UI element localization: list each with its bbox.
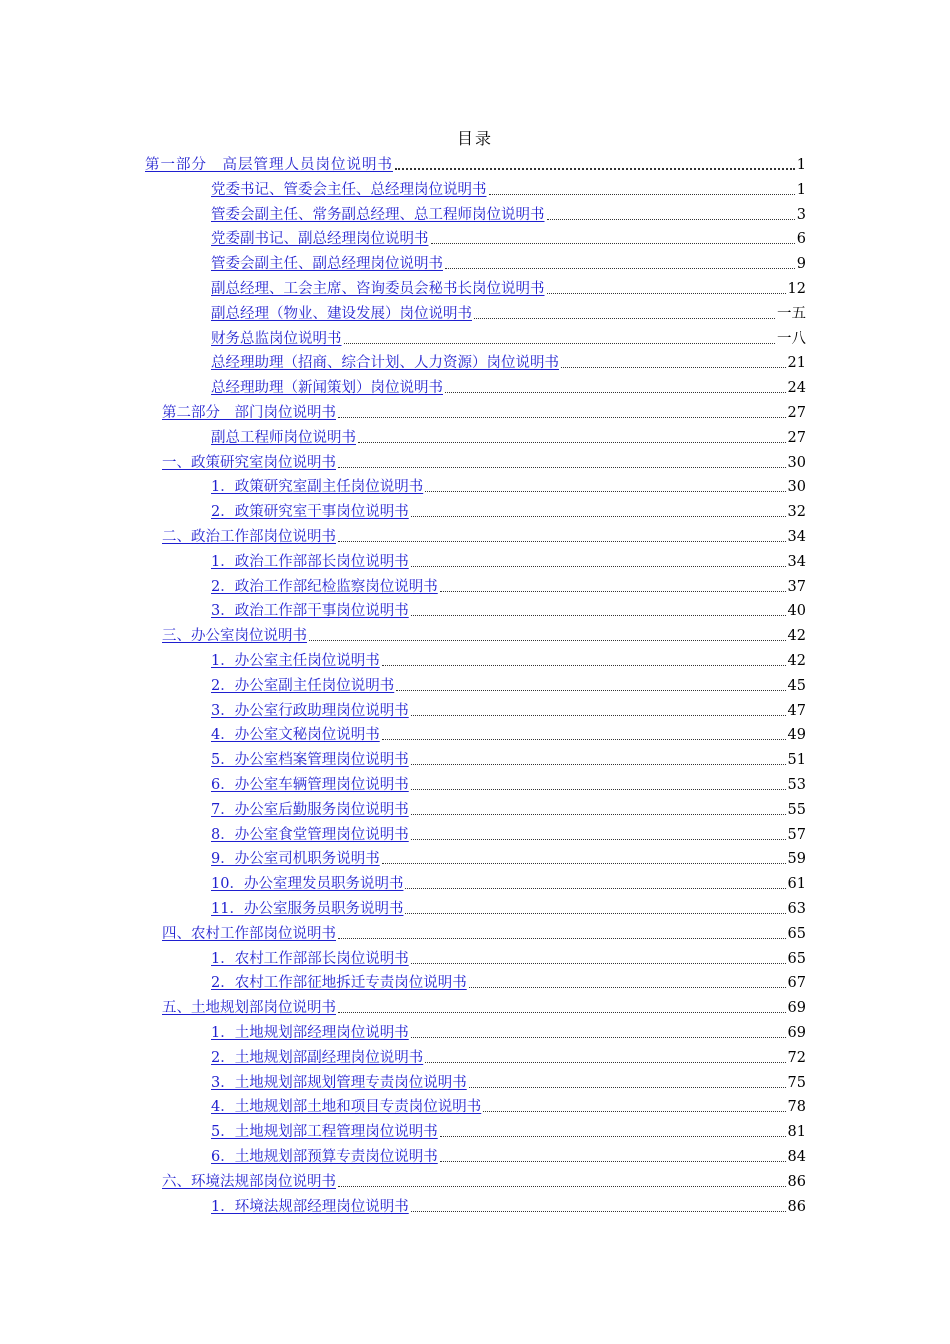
- toc-entry-link[interactable]: 总经理助理（新闻策划）岗位说明书: [211, 380, 443, 397]
- toc-page-number: 61: [787, 876, 806, 893]
- toc-page-number: 34: [787, 553, 806, 570]
- toc-entry[interactable]: [162, 450, 806, 472]
- toc-page-number: 1: [796, 181, 806, 198]
- dot-leader: [474, 317, 775, 319]
- toc-entry[interactable]: [211, 549, 806, 571]
- toc-page-number: 65: [787, 950, 806, 967]
- toc-page-number: 30: [787, 454, 806, 471]
- dot-leader: [338, 1185, 786, 1187]
- dot-leader: [425, 1061, 785, 1063]
- dot-leader: [440, 1160, 786, 1162]
- toc-entry-link[interactable]: 6．办公室车辆管理岗位说明书: [211, 777, 409, 793]
- dot-leader: [344, 342, 776, 344]
- toc-entry[interactable]: [211, 722, 806, 744]
- toc-entry[interactable]: [211, 1094, 806, 1116]
- toc-page-number: 42: [787, 628, 806, 645]
- toc-page-number: 75: [787, 1074, 806, 1091]
- dot-leader: [411, 813, 786, 815]
- toc-entry[interactable]: [211, 673, 806, 695]
- toc-page-number: 49: [787, 727, 806, 744]
- toc-page-number: 9: [796, 256, 806, 273]
- toc-entry[interactable]: [162, 524, 806, 546]
- dot-leader: [411, 714, 786, 716]
- toc-entry[interactable]: [211, 425, 806, 447]
- toc-entry[interactable]: [211, 648, 806, 670]
- toc-entry[interactable]: [211, 1020, 806, 1042]
- toc-entry[interactable]: [211, 822, 806, 844]
- toc-entry[interactable]: [211, 350, 806, 372]
- toc-entry[interactable]: [211, 326, 806, 348]
- toc-entry-link[interactable]: 1．环境法规部经理岗位说明书: [211, 1198, 409, 1215]
- toc-entry[interactable]: [162, 1169, 806, 1191]
- toc-entry[interactable]: [162, 995, 806, 1017]
- toc-entry-link[interactable]: 副总经理（物业、建设发展）岗位说明书: [211, 305, 472, 322]
- toc-entry-link[interactable]: 11．办公室服务员职务说明书: [211, 901, 404, 917]
- toc-page-number: 27: [787, 429, 806, 446]
- toc-entry[interactable]: [211, 772, 806, 794]
- toc-entry-link[interactable]: 4．办公室文秘岗位说明书: [211, 727, 380, 744]
- toc-page-number: 84: [787, 1149, 806, 1165]
- toc-page-number: 27: [787, 405, 806, 421]
- toc-entry-link[interactable]: 1．政策研究室副主任岗位说明书: [211, 479, 424, 496]
- toc-page-number: 59: [787, 851, 806, 868]
- toc-page-number: 一五: [777, 305, 806, 322]
- dot-leader: [411, 614, 786, 616]
- toc-entry-link[interactable]: 四、农村工作部岗位说明书: [162, 925, 336, 942]
- dot-leader: [411, 763, 786, 765]
- dot-leader: [405, 912, 785, 914]
- toc-title: 目录: [456, 129, 493, 148]
- toc-page-number: 30: [787, 479, 806, 496]
- dot-leader: [411, 1036, 786, 1038]
- dot-leader: [440, 590, 786, 592]
- toc-entry[interactable]: [211, 574, 806, 596]
- toc-page-number: 一八: [777, 330, 806, 347]
- toc-entry[interactable]: [211, 946, 806, 968]
- toc-entry[interactable]: [211, 375, 806, 397]
- toc-entry-link[interactable]: 第二部分 部门岗位说明书: [162, 405, 336, 421]
- toc-entry-link[interactable]: 五、土地规划部岗位说明书: [162, 1000, 336, 1017]
- toc-entry[interactable]: [211, 1119, 806, 1141]
- toc-entry[interactable]: [211, 1144, 806, 1166]
- toc-entry[interactable]: [211, 202, 806, 224]
- toc-entry-link[interactable]: 2．政治工作部纪检监察岗位说明书: [211, 578, 438, 595]
- dot-leader: [358, 441, 786, 443]
- toc-entry-link[interactable]: 管委会副主任、副总经理岗位说明书: [211, 256, 443, 273]
- toc-entry[interactable]: [145, 152, 806, 174]
- dot-leader: [411, 1210, 786, 1212]
- toc-entry[interactable]: [211, 846, 806, 868]
- toc-entry[interactable]: [211, 698, 806, 720]
- toc-entry-link[interactable]: 管委会副主任、常务副总经理、总工程师岗位说明书: [211, 206, 545, 223]
- toc-entry-link[interactable]: 总经理助理（招商、综合计划、人力资源）岗位说明书: [211, 355, 559, 372]
- toc-entry-link[interactable]: 1．农村工作部部长岗位说明书: [211, 950, 409, 967]
- toc-page-number: 51: [787, 752, 806, 769]
- toc-page-number: 21: [787, 355, 806, 372]
- toc-entry[interactable]: [211, 747, 806, 769]
- dot-leader: [405, 887, 785, 889]
- toc-entry-link[interactable]: 1．土地规划部经理岗位说明书: [211, 1025, 409, 1041]
- toc-page-number: 47: [787, 702, 806, 719]
- dot-leader: [445, 267, 795, 269]
- dot-leader: [547, 218, 795, 220]
- toc-entry-link[interactable]: 1．政治工作部部长岗位说明书: [211, 553, 409, 570]
- toc-entry[interactable]: [211, 970, 806, 992]
- toc-entry-link[interactable]: 3．政治工作部干事岗位说明书: [211, 603, 409, 620]
- dot-leader: [382, 862, 786, 864]
- dot-leader: [411, 788, 786, 790]
- toc-entry[interactable]: [211, 499, 806, 521]
- toc-entry[interactable]: [211, 301, 806, 323]
- toc-entry-link[interactable]: 三、办公室岗位说明书: [162, 628, 307, 645]
- dot-leader: [338, 540, 786, 542]
- dot-leader: [411, 962, 786, 964]
- toc-entry-link[interactable]: 二、政治工作部岗位说明书: [162, 529, 336, 545]
- dot-leader: [411, 515, 786, 517]
- toc-page-number: 40: [787, 603, 806, 620]
- toc-page-number: 1: [796, 157, 806, 173]
- toc-entry-link[interactable]: 六、环境法规部岗位说明书: [162, 1173, 336, 1190]
- dot-leader: [561, 366, 786, 368]
- toc-entry[interactable]: [211, 177, 806, 199]
- toc-entry-link[interactable]: 5．办公室档案管理岗位说明书: [211, 752, 409, 769]
- toc-page-number: 65: [787, 925, 806, 942]
- toc-entry[interactable]: [162, 623, 806, 645]
- toc-page-number: 81: [787, 1124, 806, 1141]
- toc-page-number: 86: [787, 1173, 806, 1190]
- toc-page-number: 6: [796, 231, 806, 248]
- dot-leader: [440, 1135, 786, 1137]
- toc-entry[interactable]: [211, 797, 806, 819]
- toc-entry[interactable]: [211, 1045, 806, 1067]
- toc-page-number: 24: [787, 380, 806, 397]
- toc-entry[interactable]: [211, 251, 806, 273]
- toc-entry-link[interactable]: 党委书记、管委会主任、总经理岗位说明书: [211, 181, 487, 198]
- toc-entry-link[interactable]: 一、政策研究室岗位说明书: [162, 454, 336, 471]
- toc-page-number: 86: [787, 1198, 806, 1215]
- toc-entry-link[interactable]: 1．办公室主任岗位说明书: [211, 653, 380, 669]
- dot-leader: [431, 242, 795, 244]
- toc-entry-link[interactable]: 2．土地规划部副经理岗位说明书: [211, 1049, 424, 1066]
- toc-entry[interactable]: [211, 871, 806, 893]
- toc-page-number: 3: [796, 206, 806, 223]
- toc-page-number: 32: [787, 504, 806, 521]
- toc-page-number: 69: [787, 1025, 806, 1041]
- dot-leader: [309, 639, 786, 641]
- toc-entry-link[interactable]: 8．办公室食堂管理岗位说明书: [211, 826, 409, 843]
- dot-leader: [396, 689, 785, 691]
- toc-entry[interactable]: [162, 400, 806, 422]
- dot-leader: [469, 986, 786, 988]
- toc-page-number: 37: [787, 578, 806, 595]
- toc-page-number: 69: [787, 1000, 806, 1017]
- toc-entry-link[interactable]: 财务总监岗位说明书: [211, 330, 342, 347]
- toc-entry-link[interactable]: 9．办公室司机职务说明书: [211, 851, 380, 868]
- dot-leader: [425, 490, 785, 492]
- dot-leader: [411, 565, 786, 567]
- toc-entry[interactable]: [211, 474, 806, 496]
- toc-page-number: 53: [787, 777, 806, 793]
- toc-page-number: 42: [787, 653, 806, 669]
- toc-page-number: 34: [787, 529, 806, 545]
- dot-leader: [338, 1011, 786, 1013]
- toc-entry-link[interactable]: 4．土地规划部土地和项目专责岗位说明书: [211, 1099, 482, 1116]
- toc-page-number: 78: [787, 1099, 806, 1116]
- toc-page-number: 72: [787, 1049, 806, 1066]
- dot-leader: [338, 937, 786, 939]
- toc-entry-link[interactable]: 5．土地规划部工程管理岗位说明书: [211, 1124, 438, 1141]
- toc-entry[interactable]: [211, 896, 806, 918]
- toc-entry-link[interactable]: 2．政策研究室干事岗位说明书: [211, 504, 409, 521]
- toc-page-number: 12: [787, 281, 806, 297]
- dot-leader: [483, 1110, 785, 1112]
- toc-entry-link[interactable]: 10．办公室理发员职务说明书: [211, 876, 404, 893]
- toc-entry-link[interactable]: 6．土地规划部预算专责岗位说明书: [211, 1149, 438, 1165]
- toc-entry[interactable]: [211, 1194, 806, 1216]
- dot-leader: [411, 838, 786, 840]
- toc-entry-link[interactable]: 2．办公室副主任岗位说明书: [211, 677, 395, 694]
- toc-entry[interactable]: [211, 1070, 806, 1092]
- toc-entry-link[interactable]: 3．办公室行政助理岗位说明书: [211, 702, 409, 719]
- toc-entry-link[interactable]: 3．土地规划部规划管理专责岗位说明书: [211, 1074, 467, 1091]
- dot-leader: [547, 292, 786, 294]
- toc-entry[interactable]: [162, 921, 806, 943]
- toc-page-number: 67: [787, 975, 806, 992]
- dot-leader: [338, 466, 786, 468]
- toc-entry-link[interactable]: 第一部分 高层管理人员岗位说明书: [145, 157, 393, 173]
- dot-leader: [469, 1086, 786, 1088]
- dot-leader: [382, 664, 786, 666]
- dot-leader: [338, 416, 786, 418]
- toc-entry-link[interactable]: 2．农村工作部征地拆迁专责岗位说明书: [211, 975, 467, 992]
- toc-page-number: 45: [787, 677, 806, 694]
- toc-entry-link[interactable]: 副总经理、工会主席、咨询委员会秘书长岗位说明书: [211, 281, 545, 297]
- toc-entry-link[interactable]: 党委副书记、副总经理岗位说明书: [211, 231, 429, 248]
- toc-entry[interactable]: [211, 226, 806, 248]
- toc-entry[interactable]: [211, 598, 806, 620]
- toc-page-number: 57: [787, 826, 806, 843]
- dot-leader: [395, 167, 795, 170]
- toc-page-number: 55: [787, 801, 806, 818]
- toc-entry-link[interactable]: 7．办公室后勤服务岗位说明书: [211, 801, 409, 818]
- dot-leader: [445, 391, 786, 393]
- toc-entry-link[interactable]: 副总工程师岗位说明书: [211, 429, 356, 446]
- dot-leader: [489, 193, 795, 195]
- dot-leader: [382, 738, 786, 740]
- toc-entry[interactable]: [211, 276, 806, 298]
- toc-page-number: 63: [787, 901, 806, 917]
